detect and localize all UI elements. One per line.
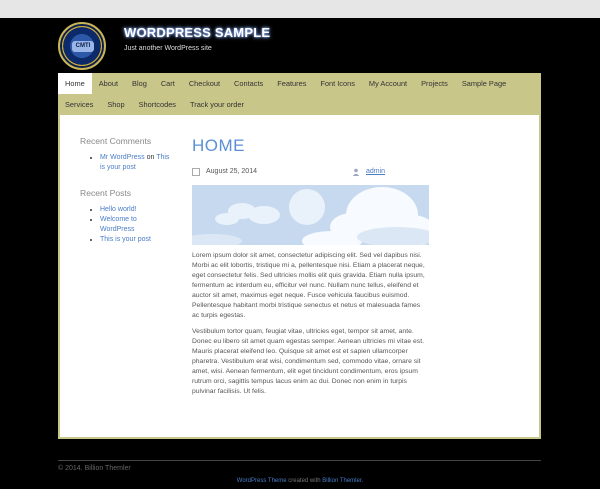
post-author-link[interactable]: admin — [366, 168, 386, 175]
main-navigation — [58, 73, 541, 115]
nav-item-home[interactable]: Home — [58, 73, 92, 94]
comment-post-link[interactable]: This is your post — [100, 154, 170, 171]
article-paragraph-1: Lorem ipsum dolor sit amet, consectetur adipiscing elit. Sed vel dapibus nisi. Morbi ac elit lobortis, tristique mi a, pellentesque nisi. Etiam a placerat neque, eget consectetur felis. Sed ultricies mollis elit quis gravida. Etiam nulla ipsum, fermentum ac interdum eu, efficitur vel nunc. Nullam nunc tellus, eleifend et auctor sit amet, maximus eget neque. Fusce vehicula faucibus euismod. Pellentesque habitant morbi tristique senectus et netus et malesuada fames ac turpis egestas. — [192, 252, 425, 319]
hero-image-clouds — [192, 185, 429, 245]
site-logo[interactable] — [58, 22, 106, 70]
nav-row-1 — [58, 73, 513, 94]
footer-copyright: © 2014. Billion Themler — [58, 465, 131, 472]
site-tagline: Just another WordPress site — [124, 45, 212, 52]
nav-item-projects[interactable]: Projects — [421, 79, 448, 88]
footer-divider — [58, 460, 541, 461]
nav-item-shop[interactable]: Shop — [107, 100, 125, 109]
sidebar — [80, 135, 170, 245]
recent-posts-title: Recent Posts — [80, 188, 132, 198]
footer-credits — [0, 478, 600, 484]
nav-item-sample-page[interactable]: Sample Page — [461, 79, 507, 88]
post-meta — [192, 167, 429, 179]
main-article — [192, 135, 429, 397]
nav-row-2 — [58, 94, 251, 115]
nav-item-services[interactable]: Services — [65, 100, 94, 109]
credit-tool-link[interactable]: Billion Themler. — [322, 478, 364, 484]
nav-item-track-order[interactable]: Track your order — [190, 100, 244, 109]
calendar-icon — [192, 168, 200, 176]
list-item — [100, 235, 170, 245]
list-item — [100, 215, 170, 235]
browser-top-strip — [0, 0, 600, 18]
article-paragraph-2: Vestibulum tortor quam, feugiat vitae, ultricies eget, tempor sit amet, ante. Donec eu libero sit amet quam egestas semper. Aenean ultricies mi vitae est. Mauris placerat eleifend leo. Quisque sit amet est et sapien ullamcorper pharetra. Vestibulum erat wisi, condimentum sed, commodo vitae, ornare sit amet, wisi. Aenean fermentum, elit eget tincidunt condimentum, eros ipsum rutrum orci, sagittis tempus lacus enim ac dui. Donec non enim in turpis pulvinar facilisis. Ut felis. — [192, 328, 424, 395]
nav-item-shortcodes[interactable]: Shortcodes — [138, 100, 176, 109]
recent-comments-list — [100, 153, 170, 173]
content-area — [58, 115, 541, 439]
nav-item-cart[interactable]: Cart — [160, 79, 175, 88]
logo-text: CMTI — [72, 41, 94, 52]
list-item — [100, 205, 170, 215]
nav-item-blog[interactable]: Blog — [132, 79, 147, 88]
recent-post-link[interactable]: This is your post — [100, 236, 151, 243]
recent-posts-list — [100, 205, 170, 245]
recent-post-link[interactable]: Welcome to WordPress — [100, 216, 137, 233]
credit-theme-link[interactable]: WordPress Theme — [236, 478, 287, 484]
recent-comments-title: Recent Comments — [80, 136, 152, 146]
recent-post-link[interactable]: Hello world! — [100, 206, 137, 213]
nav-item-my-account[interactable]: My Account — [368, 79, 408, 88]
page-title: HOME — [192, 136, 245, 155]
nav-item-checkout[interactable]: Checkout — [188, 79, 221, 88]
comment-author-link[interactable]: Mr WordPress — [100, 154, 145, 161]
comment-on-text: on — [146, 154, 155, 161]
credit-created-with: created with — [288, 478, 321, 484]
user-icon — [352, 168, 360, 176]
post-date: August 25, 2014 — [206, 168, 257, 175]
site-title[interactable]: WORDPRESS SAMPLE — [124, 25, 271, 40]
nav-item-about[interactable]: About — [98, 79, 119, 88]
nav-item-contacts[interactable]: Contacts — [234, 79, 264, 88]
nav-item-font-icons[interactable]: Font Icons — [320, 79, 355, 88]
comment-item — [100, 153, 170, 173]
nav-item-features[interactable]: Features — [277, 79, 307, 88]
